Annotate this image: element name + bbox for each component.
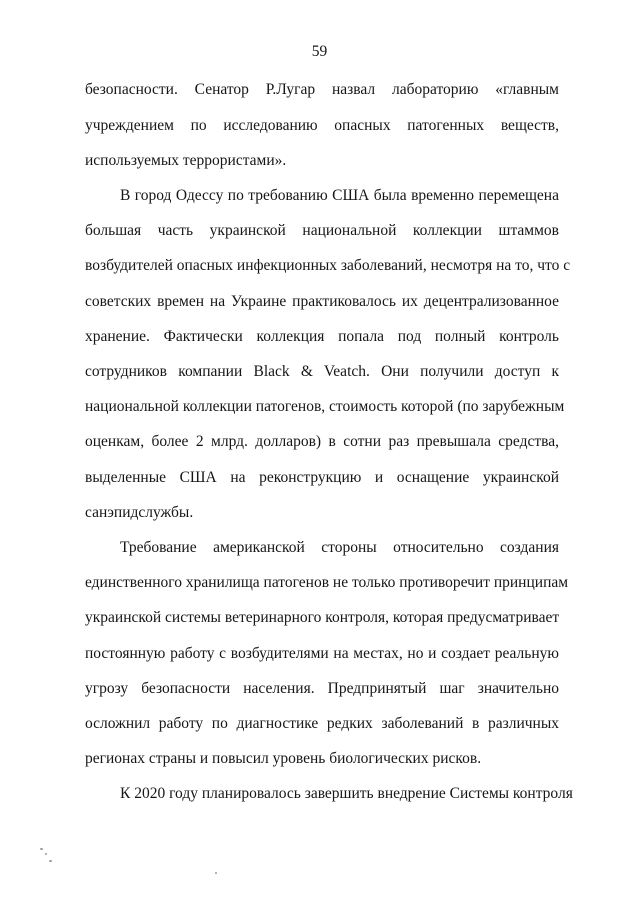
text-line: выделенные США на реконструкцию и оснащение украинской [85,469,559,486]
scan-speck [40,848,43,850]
text-line: Требование американской стороны относительно создания [120,539,559,556]
text-line: большая часть украинской национальной коллекции штаммов [85,222,559,239]
text-line: единственного хранилища патогенов не только противоречит принципам [85,574,569,591]
text-line: советских времен на Украине практиковалось их децентрализованное [85,293,559,310]
text-line: К 2020 году планировалось завершить внедрение Системы контроля [120,785,573,802]
text-line: хранение. Фактически коллекция попала под полный контроль [85,328,559,345]
text-line: национальной коллекции патогенов, стоимость которой (по зарубежным [85,398,565,415]
text-line: используемых террористами». [85,152,287,169]
scan-speck [49,860,52,862]
text-line: безопасности. Сенатор Р.Лугар назвал лабораторию «главным [85,81,559,98]
text-line: регионах страны и повысил уровень биологических рисков. [85,750,482,767]
text-line: осложнил работу по диагностике редких заболеваний в различных [85,715,559,732]
text-line: угрозу безопасности населения. Предпринятый шаг значительно [85,680,559,697]
text-line: украинской системы ветеринарного контроля, которая предусматривает [85,609,560,626]
text-line: учреждением по исследованию опасных патогенных веществ, [85,117,559,134]
scan-speck [45,853,47,855]
text-line: сотрудников компании Black & Veatch. Они получили доступ к [85,363,559,380]
page-number: 59 [311,43,328,60]
text-line: оценкам, более 2 млрд. долларов) в сотни раз превышала средства, [85,433,559,450]
text-line: возбудителей опасных инфекционных заболеваний, несмотря на то, что с [85,257,571,274]
text-line: санэпидслужбы. [85,504,194,521]
scan-speck [215,872,217,874]
text-line: постоянную работу с возбудителями на местах, но и создает реальную [85,645,559,662]
text-line: В город Одессу по требованию США была временно перемещена [120,187,559,204]
